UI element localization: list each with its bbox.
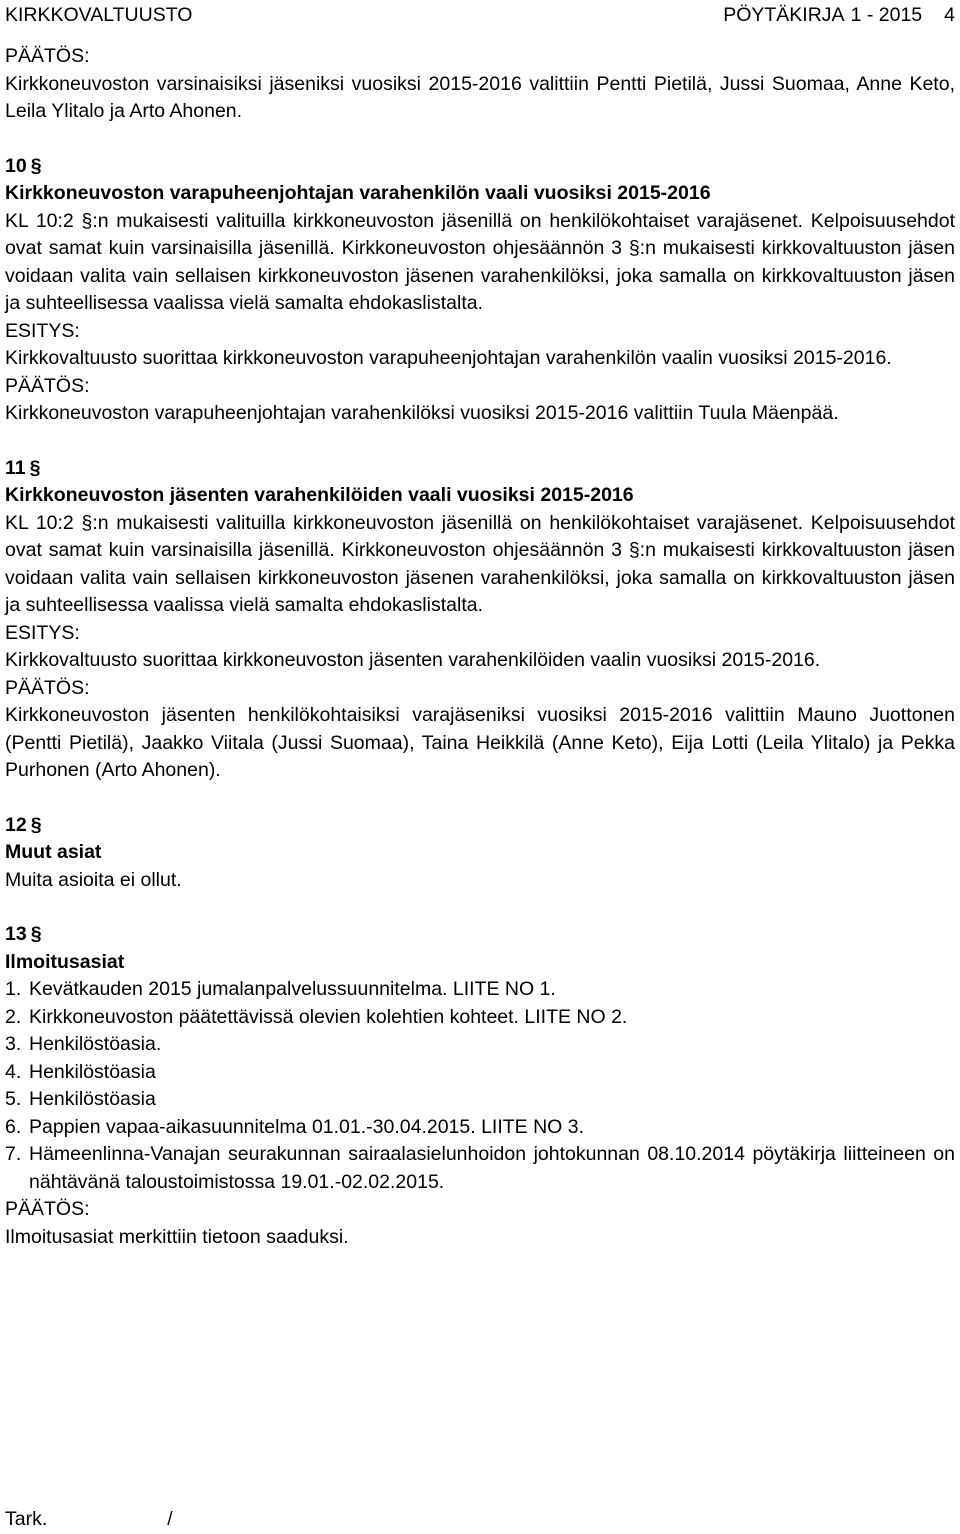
section-12-number: [5, 812, 955, 840]
section-10-paatos-label: PÄÄTÖS:: [5, 374, 90, 397]
list-item: [5, 976, 955, 1004]
section-12-title: Muut asiat: [5, 841, 102, 863]
section-number: 12: [5, 813, 27, 836]
footer-tark-label: Tark.: [5, 1508, 48, 1530]
page-header: [5, 2, 955, 30]
section-11-esitys-text: Kirkkovaltuusto suorittaa kirkkoneuvoston jäsenten varahenkilöiden vaalin vuosiksi 2015-2016.: [5, 649, 821, 671]
page-footer: [5, 1506, 173, 1534]
section-sign: §: [30, 923, 42, 945]
footer-slash: /: [167, 1508, 173, 1530]
header-page-number: 4: [944, 4, 955, 26]
list-item-number: 5.: [5, 1088, 22, 1110]
intro-paatos-text: Kirkkoneuvoston varsinaisiksi jäseniksi vuosiksi 2015-2016 valittiin Pentti Pietilä, Jussi Suomaa, Anne Keto, Leila Ylitalo ja Arto Ahonen.: [5, 72, 955, 122]
section-10-paatos-text: Kirkkoneuvoston varapuheenjohtajan varahenkilöksi vuosiksi 2015-2016 valittiin Tuula Mäenpää.: [5, 402, 839, 424]
section-sign: §: [30, 813, 42, 836]
header-right: [723, 2, 955, 30]
header-doc-type: PÖYTÄKIRJA: [723, 4, 845, 26]
section-11-esitys-label: ESITYS:: [5, 621, 80, 644]
list-item: [5, 1059, 955, 1087]
announcement-list: [5, 976, 955, 1196]
list-item: [5, 1141, 955, 1196]
section-11-title: Kirkkoneuvoston jäsenten varahenkilöiden vaali vuosiksi 2015-2016: [5, 484, 634, 506]
list-item: [5, 1004, 955, 1032]
list-item-number: 2.: [5, 1005, 22, 1028]
section-number: 11: [5, 456, 26, 479]
section-11-body: KL 10:2 §:n mukaisesti valituilla kirkkoneuvoston jäsenillä on henkilökohtaiset varajäsenet. Kelpoisuusehdot ovat samat kuin varsinaisilla jäsenillä. Kirkkoneuvoston ohjesäännön 3 §:n mukaisesti kirkkovaltuuston jäsen voidaan valita vain sellaisen kirkkoneuvoston jäsenen varahenkilöksi, joka samalla on kirkkovaltuuston jäsen ja suhteellisessa vaalissa vielä samalta ehdokaslistalta.: [5, 511, 955, 616]
section-11-paatos-text: Kirkkoneuvoston jäsenten henkilökohtaisiksi varajäseniksi vuosiksi 2015-2016 valittiin Mauno Juottonen (Pentti Pietilä), Jaakko Viitala (Jussi Suomaa), Taina Heikkilä (Anne Keto), Eija Lotti (Leila Ylitalo) ja Pekka Purhonen (Arto Ahonen).: [5, 704, 955, 781]
section-10-esitys-text: Kirkkovaltuusto suorittaa kirkkoneuvoston varapuheenjohtajan varahenkilön vaalin vuosiksi 2015-2016.: [5, 347, 892, 369]
section-12-body: Muita asioita ei ollut.: [5, 868, 182, 891]
list-item-text: Hämeenlinna-Vanajan seurakunnan sairaalasielunhoidon johtokunnan 08.10.2014 pöytäkirja liitteineen on nähtävänä taloustoimistossa 19.01.-02.02.2015.: [29, 1143, 955, 1193]
section-10-title: Kirkkoneuvoston varapuheenjohtajan varahenkilön vaali vuosiksi 2015-2016: [5, 182, 711, 204]
section-10-esitys-label: ESITYS:: [5, 319, 80, 342]
section-13-number: [5, 921, 955, 949]
section-number: 13: [5, 923, 27, 945]
list-item: [5, 1114, 955, 1142]
list-item-number: 4.: [5, 1060, 22, 1083]
header-org: KIRKKOVALTUUSTO: [5, 4, 193, 26]
intro-paatos-label: PÄÄTÖS:: [5, 45, 90, 67]
document-page: [0, 2, 960, 1530]
section-13-paatos-text: Ilmoitusasiat merkittiin tietoon saaduksi.: [5, 1225, 349, 1248]
section-10-body: KL 10:2 §:n mukaisesti valituilla kirkkoneuvoston jäsenillä on henkilökohtaiset varajäsenet. Kelpoisuusehdot ovat samat kuin varsinaisilla jäsenillä. Kirkkoneuvoston ohjesäännön 3 §:n mukaisesti kirkkovaltuuston jäsen voidaan valita vain sellaisen kirkkoneuvoston jäsenen varahenkilöksi, joka samalla on kirkkovaltuuston jäsen ja suhteellisessa vaalissa vielä samalta ehdokaslistalta.: [5, 209, 955, 314]
section-13-paatos-label: PÄÄTÖS:: [5, 1198, 90, 1220]
list-item-number: 3.: [5, 1033, 22, 1055]
list-item-text: Henkilöstöasia.: [29, 1033, 162, 1055]
section-11-paatos-label: PÄÄTÖS:: [5, 676, 90, 699]
list-item-number: 6.: [5, 1115, 22, 1138]
list-item: [5, 1086, 955, 1114]
list-item-number: 1.: [5, 978, 22, 1000]
section-13-title: Ilmoitusasiat: [5, 950, 125, 973]
list-item-text: Kirkkoneuvoston päätettävissä olevien kolehtien kohteet. LIITE NO 2.: [29, 1005, 628, 1028]
section-sign: §: [29, 456, 41, 479]
section-sign: §: [30, 154, 42, 177]
section-10-number: [5, 153, 955, 181]
list-item-text: Kevätkauden 2015 jumalanpalvelussuunnitelma. LIITE NO 1.: [29, 978, 556, 1000]
list-item-text: Henkilöstöasia: [29, 1088, 156, 1110]
list-item: [5, 1031, 955, 1059]
section-number: 10: [5, 154, 27, 177]
section-11-number: [5, 455, 955, 483]
header-doc-number: 1 - 2015: [850, 4, 923, 26]
list-item-text: Henkilöstöasia: [29, 1060, 156, 1083]
list-item-text: Pappien vapaa-aikasuunnitelma 01.01.-30.04.2015. LIITE NO 3.: [29, 1115, 585, 1138]
list-item-number: 7.: [5, 1143, 22, 1165]
